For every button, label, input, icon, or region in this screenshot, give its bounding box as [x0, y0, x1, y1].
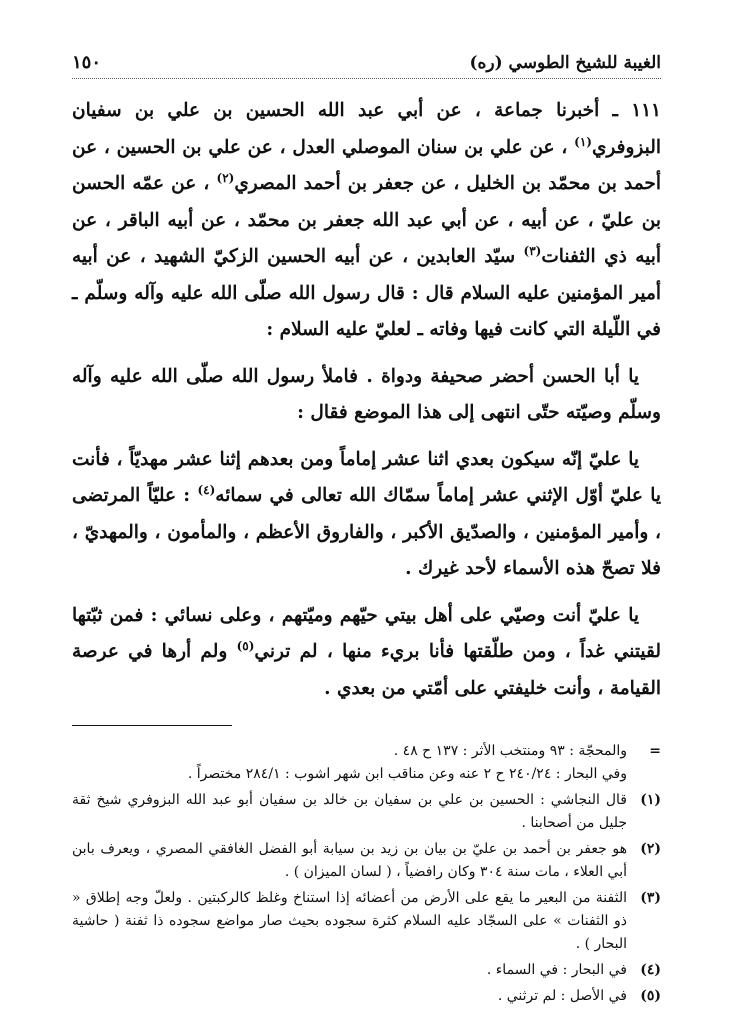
footnote-ref-5: (٥)	[236, 638, 255, 653]
footnote-item	[72, 838, 661, 884]
footnote-mark: (٥)	[640, 988, 661, 1004]
footnote-text: في البحار : في السماء .	[486, 962, 627, 978]
footnote-text: هو جعفر بن أحمد بن عليّ بن بيان بن زيد بن سيابة أبو الفضل الغافقي المصري ، ويعرف بابن أبي العلاء ، مات سنة ٣٠٤ وكان رافضياً ، ( لسان الميزان ) .	[72, 841, 627, 880]
continuation-line-2: وفي البحار : ٢٤٠/٢٤ ح ٢ عنه وعن مناقب ابن شهر اشوب : ٢٨٤/١ مختصراً .	[187, 766, 627, 782]
footnote-item	[72, 789, 661, 835]
paragraph-4: يا عليّ أنت وصيّي على أهل بيتي حيّهم وميّتهم ، وعلى نسائي : فمن ثبّتها لقيتني غداً ، ومن طلّقتها فأنا بريء منها ، لم ترني$^{(٥)}$ ولم أرها في عرصة القيامة ، وأنت خليفتي على أمّتي من بعدي .	[72, 604, 661, 699]
footnotes	[72, 740, 661, 1008]
continuation-mark: =	[649, 743, 661, 759]
running-title: الغيبة للشيخ الطوسي (ره)	[469, 53, 661, 73]
footnote-mark: (٤)	[640, 962, 661, 978]
continuation-line-1: والمحجّة : ٩٣ ومنتخب الأثر : ١٣٧ ح ٤٨ .	[393, 743, 627, 759]
footnote-separator	[72, 725, 232, 726]
footnote-ref-2: (٢)	[216, 170, 235, 185]
book-page	[72, 52, 661, 1004]
footnote-ref-1: (١)	[574, 134, 592, 149]
footnote-ref-4: (٤)	[197, 482, 216, 497]
page-number: ١٥٠	[72, 52, 102, 73]
running-header	[72, 52, 661, 79]
footnote-item	[72, 959, 661, 982]
hadith-chain-paragraph: ١١١ ـ أخبرنا جماعة ، عن أبي عبد الله الحسين بن علي بن سفيان البزوفري$^{(١)}$ ، عن علي بن سنان الموصلي العدل ، عن علي بن الحسين ، عن أحمد بن محمّد بن الخليل ، عن جعفر بن أحمد المصري$^{(٢)}$ ، عن عمّه الحسن بن عليّ ، عن أبيه ، عن أبي عبد الله جعفر بن محمّد ، عن أبيه الباقر ، عن أبيه ذي الثفنات$^{(٣)}$ سيّد العابدين ، عن أبيه الحسين الزكيّ الشهيد ، عن أبيه أمير المؤمنين عليه السلام قال : قال رسول الله صلّى الله عليه وآله وسلّم ـ في اللّيلة التي كانت فيها وفاته ـ لعليّ عليه السلام :	[72, 100, 661, 340]
footnote-text: الثفنة من البعير ما يقع على الأرض من أعضائه إذا استناخ وغلظ كالركبتين . ولعلّ وجه إطلاق « ذو الثفنات » على السجّاد عليه السلام كثرة سجوده بحيث صار مواضع سجوده ذا ثفنة ( حاشية البحار ) .	[72, 890, 627, 952]
footnote-continuation	[72, 740, 661, 786]
footnote-item	[72, 985, 661, 1008]
footnote-mark: (٣)	[640, 890, 661, 906]
main-text	[72, 93, 661, 707]
footnote-text: قال النجاشي : الحسين بن علي بن سفيان بن خالد بن سفيان أبو عبد الله البزوفري شيخ ثقة جليل من أصحابنا .	[72, 792, 627, 831]
footnote-text: في الأصل : لم ترثني .	[497, 988, 627, 1004]
footnote-mark: (١)	[640, 792, 661, 808]
footnote-mark: (٢)	[640, 841, 661, 857]
paragraph-3: يا عليّ إنّه سيكون بعدي اثنا عشر إماماً ومن بعدهم إثنا عشر مهديّاً ، فأنت يا عليّ أوّل الإثني عشر إماماً سمّاك الله تعالى في سمائه$^{(٤)}$ : عليّاً المرتضى ، وأمير المؤمنين ، والصدّيق الأكبر ، والفاروق الأعظم ، والمأمون ، والمهديّ ، فلا تصحّ هذه الأسماء لأحد غيرك .	[72, 448, 661, 579]
paragraph-2: يا أبا الحسن أحضر صحيفة ودواة . فاملأ رسول الله صلّى الله عليه وآله وسلّم وصيّته حتّى انتهى إلى هذا الموضع فقال :	[72, 365, 661, 423]
footnote-ref-3: (٣)	[523, 243, 542, 258]
footnote-item	[72, 887, 661, 956]
